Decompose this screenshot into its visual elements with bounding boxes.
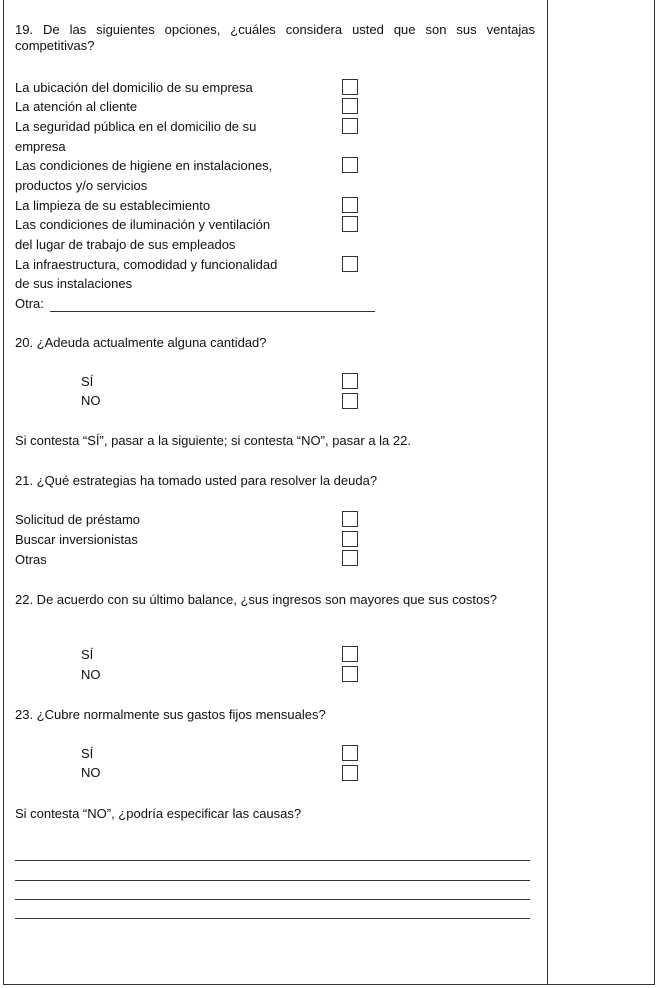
checkbox[interactable] — [342, 118, 358, 134]
checkbox[interactable] — [342, 256, 358, 272]
checkbox[interactable] — [342, 157, 358, 173]
q22-question: 22. De acuerdo con su último balance, ¿sus ingresos son mayores que sus costos? — [15, 592, 497, 607]
q19-option: La atención al cliente — [15, 99, 138, 114]
q19-option: Las condiciones de higiene en instalaciones, — [15, 158, 273, 173]
q19-option: La ubicación del domicilio de su empresa — [15, 80, 253, 95]
answer-line[interactable] — [15, 899, 530, 900]
column-divider — [547, 0, 548, 985]
checkbox[interactable] — [342, 745, 358, 761]
q22-no: NO — [81, 667, 101, 682]
checkbox[interactable] — [342, 373, 358, 389]
checkbox[interactable] — [342, 550, 358, 566]
q19-option: empresa — [15, 139, 66, 154]
q23-yes: SÍ — [81, 746, 94, 761]
checkbox[interactable] — [342, 393, 358, 409]
q21-option: Solicitud de préstamo — [15, 512, 141, 527]
q19-option: La seguridad pública en el domicilio de su — [15, 119, 257, 134]
checkbox[interactable] — [342, 98, 358, 114]
q19-option: Las condiciones de iluminación y ventilación — [15, 217, 271, 232]
answer-line[interactable] — [15, 918, 530, 919]
checkbox[interactable] — [342, 511, 358, 527]
q23-followup: Si contesta “NO”, ¿podría especificar las causas? — [15, 806, 302, 821]
q21-option: Buscar inversionistas — [15, 532, 138, 547]
q20-yes: SÍ — [81, 374, 94, 389]
checkbox[interactable] — [342, 197, 358, 213]
q21-option: Otras — [15, 552, 47, 567]
q21-question: 21. ¿Qué estrategias ha tomado usted para resolver la deuda? — [15, 473, 378, 488]
q19-option: del lugar de trabajo de sus empleados — [15, 237, 236, 252]
q19-other-input-line[interactable] — [50, 311, 375, 312]
form-frame — [3, 0, 655, 985]
q19-option: La limpieza de su establecimiento — [15, 198, 211, 213]
q23-no: NO — [81, 765, 101, 780]
q23-question: 23. ¿Cubre normalmente sus gastos fijos mensuales? — [15, 707, 326, 722]
q19-option: de sus instalaciones — [15, 276, 133, 291]
q19-other-label: Otra: — [15, 296, 44, 311]
q19-option: La infraestructura, comodidad y funcionalidad — [15, 257, 278, 272]
answer-line[interactable] — [15, 860, 530, 861]
checkbox[interactable] — [342, 646, 358, 662]
checkbox[interactable] — [342, 79, 358, 95]
answer-line[interactable] — [15, 880, 530, 881]
q19-question: 19. De las siguientes opciones, ¿cuáles considera usted que son sus ventajas competitivas? — [15, 22, 535, 53]
q19-option: productos y/o servicios — [15, 178, 148, 193]
q20-question: 20. ¿Adeuda actualmente alguna cantidad? — [15, 335, 267, 350]
checkbox[interactable] — [342, 765, 358, 781]
checkbox[interactable] — [342, 666, 358, 682]
q20-no: NO — [81, 393, 101, 408]
checkbox[interactable] — [342, 531, 358, 547]
q20-note: Si contesta “SÍ”, pasar a la siguiente; si contesta “NO”, pasar a la 22. — [15, 433, 411, 448]
checkbox[interactable] — [342, 216, 358, 232]
q22-yes: SÍ — [81, 647, 94, 662]
